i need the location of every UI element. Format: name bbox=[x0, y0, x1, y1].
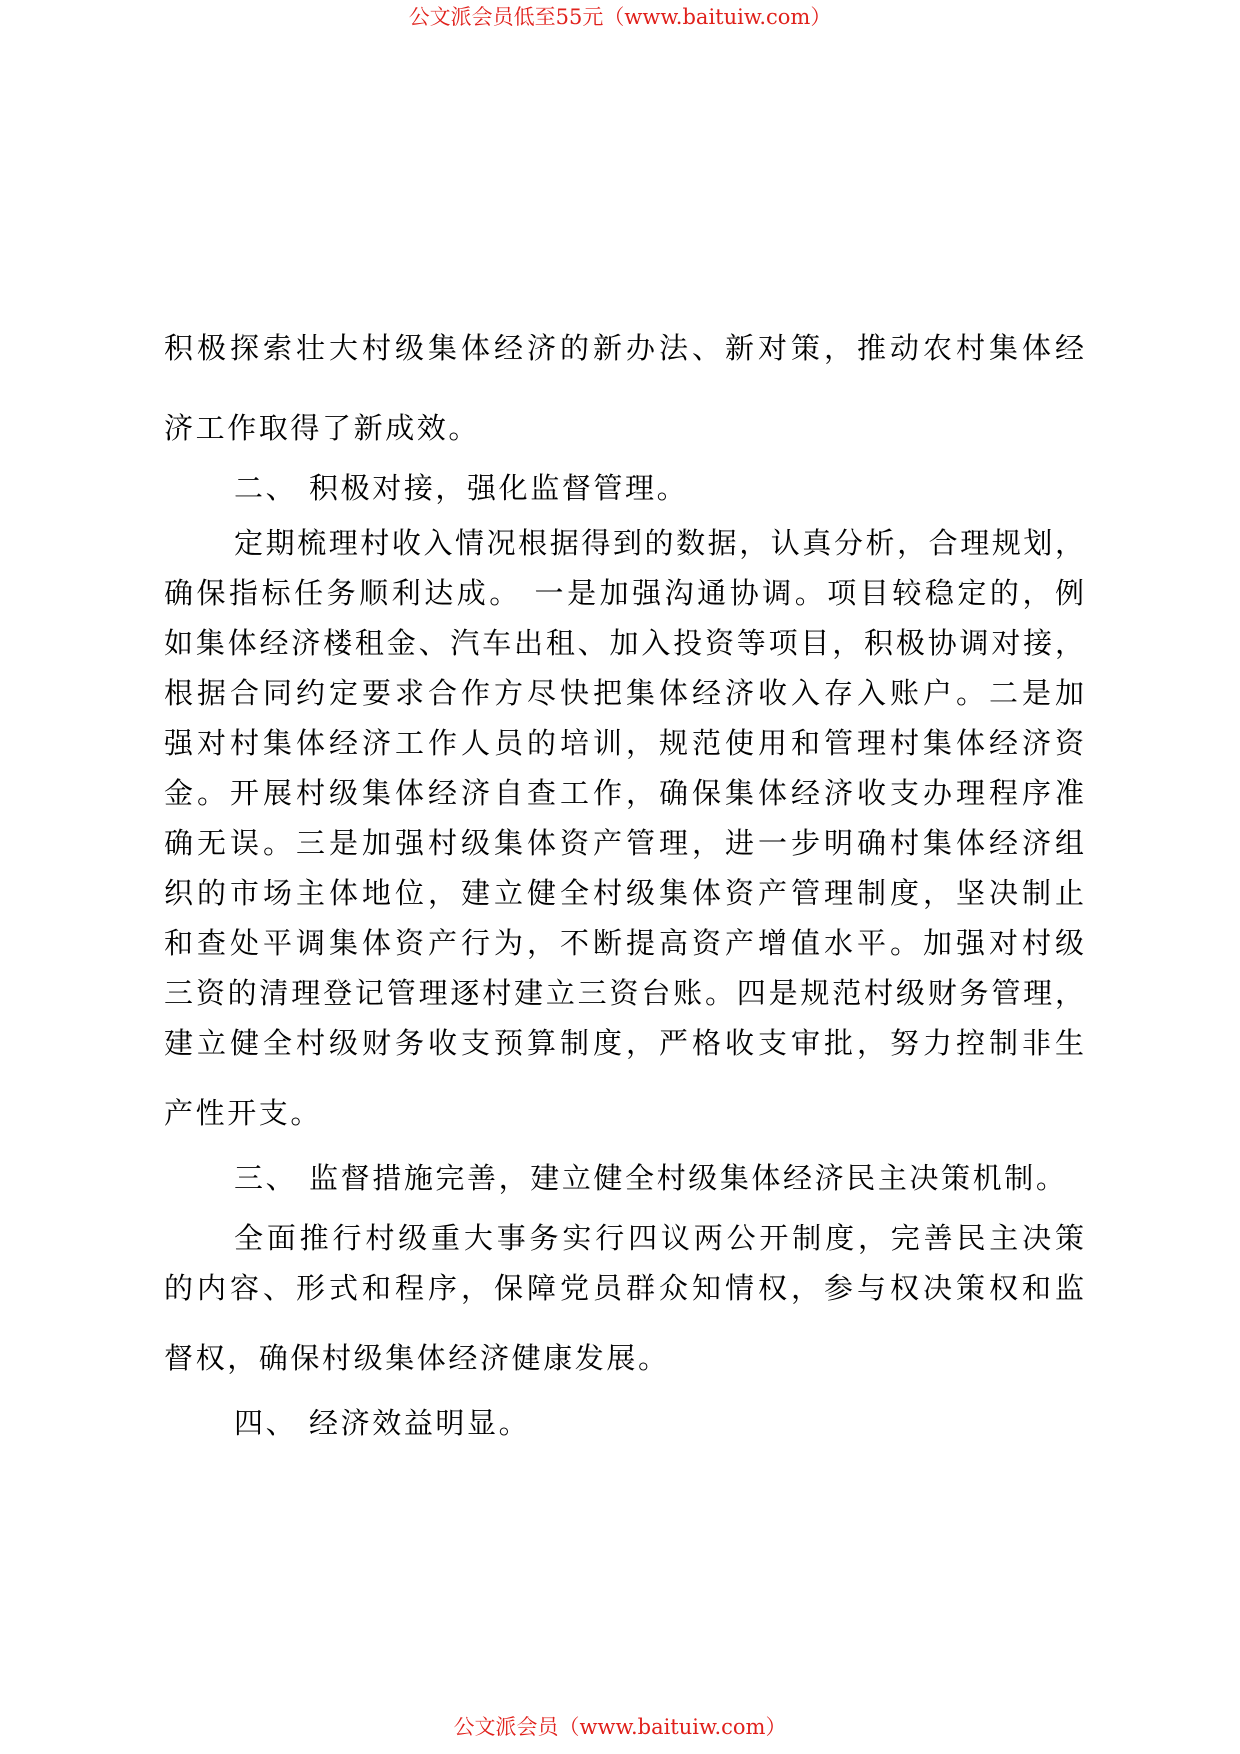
paragraph-line: 三资的清理登记管理逐村建立三资台账。四是规范村级财务管理， bbox=[164, 976, 1084, 1010]
section-heading-2: 二、 积极对接，强化监督管理。 bbox=[234, 471, 689, 505]
paragraph-line: 定期梳理村收入情况根据得到的数据，认真分析，合理规划， bbox=[234, 526, 1084, 560]
paragraph-line: 全面推行村级重大事务实行四议两公开制度，完善民主决策 bbox=[234, 1221, 1084, 1255]
paragraph-line: 金。开展村级集体经济自查工作，确保集体经济收支办理程序准 bbox=[164, 776, 1084, 810]
section-heading-3: 三、 监督措施完善，建立健全村级集体经济民主决策机制。 bbox=[234, 1161, 1068, 1195]
paragraph-line: 和查处平调集体资产行为，不断提高资产增值水平。加强对村级 bbox=[164, 926, 1084, 960]
paragraph-line: 的内容、形式和程序，保障党员群众知情权，参与权决策权和监 bbox=[164, 1271, 1084, 1305]
paragraph-line: 确保指标任务顺利达成。 一是加强沟通协调。项目较稳定的，例 bbox=[164, 576, 1084, 610]
paragraph-line: 根据合同约定要求合作方尽快把集体经济收入存入账户。二是加 bbox=[164, 676, 1084, 710]
paragraph-line: 如集体经济楼租金、汽车出租、加入投资等项目，积极协调对接， bbox=[164, 626, 1084, 660]
paragraph-line: 督权，确保村级集体经济健康发展。 bbox=[164, 1341, 670, 1375]
paragraph-line: 建立健全村级财务收支预算制度，严格收支审批，努力控制非生 bbox=[164, 1026, 1084, 1060]
paragraph-line: 强对村集体经济工作人员的培训，规范使用和管理村集体经济资 bbox=[164, 726, 1084, 760]
paragraph-line: 确无误。三是加强村级集体资产管理，进一步明确村集体经济组 bbox=[164, 826, 1084, 860]
section-heading-4: 四、 经济效益明显。 bbox=[234, 1406, 531, 1440]
paragraph-line: 产性开支。 bbox=[164, 1096, 323, 1130]
header-banner: 公文派会员低至55元（www.baituiw.com） bbox=[408, 5, 832, 29]
footer-banner: 公文派会员（www.baituiw.com） bbox=[453, 1715, 787, 1739]
paragraph-line: 织的市场主体地位，建立健全村级集体资产管理制度，坚决制止 bbox=[164, 876, 1084, 910]
paragraph-line: 济工作取得了新成效。 bbox=[164, 411, 481, 445]
paragraph-line: 积极探索壮大村级集体经济的新办法、新对策，推动农村集体经 bbox=[164, 331, 1084, 365]
